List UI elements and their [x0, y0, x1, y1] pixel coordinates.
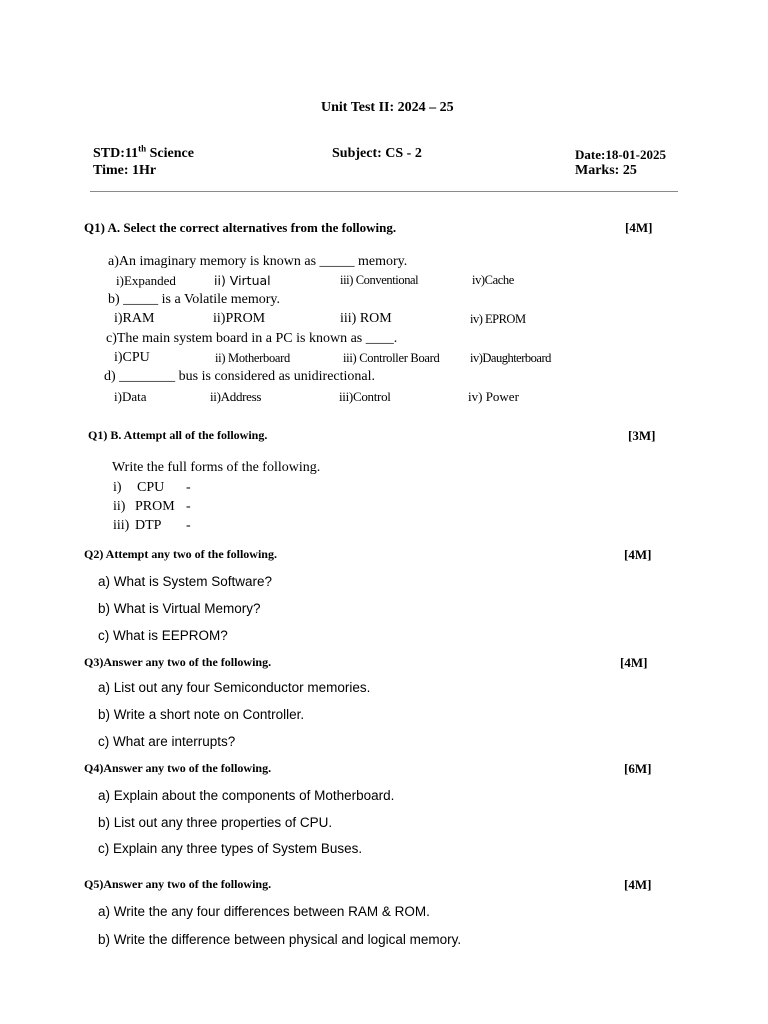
q2-item-b: b) What is Virtual Memory?	[98, 601, 261, 616]
q1b-item-1-term: CPU	[137, 480, 165, 495]
q1b-item-2-num: ii)	[113, 499, 126, 514]
q1a-a-option-4: iv)Cache	[472, 273, 514, 287]
q1a-a-option-2: ii) Virtual	[214, 273, 271, 288]
q1a-question-c: c)The main system board in a PC is known as ____.	[106, 331, 398, 346]
q5-item-a: a) Write the any four differences between RAM & ROM.	[98, 904, 430, 919]
q1b-heading: Q1) B. Attempt all of the following.	[88, 428, 268, 442]
std-prefix: STD:11	[93, 146, 139, 161]
q1a-d-option-3: iii)Control	[339, 389, 391, 404]
q1a-a-option-1: i)Expanded	[116, 273, 176, 288]
q4-item-c: c) Explain any three types of System Buses.	[98, 841, 363, 856]
date-label: Date:18-01-2025	[575, 147, 666, 162]
q1a-question-a: a)An imaginary memory is known as _____ memory.	[108, 254, 408, 269]
q1a-c-option-3: iii) Controller Board	[343, 351, 440, 365]
q1b-item-3-num: iii)	[113, 518, 130, 533]
q1a-d-option-2: ii)Address	[210, 389, 262, 404]
q4-item-b: b) List out any three properties of CPU.	[98, 815, 333, 830]
q1a-b-option-3: iii) ROM	[340, 311, 392, 326]
q2-item-a: a) What is System Software?	[98, 574, 273, 589]
q1a-b-option-1: i)RAM	[114, 311, 155, 326]
q1a-a-option-3: iii) Conventional	[340, 273, 419, 287]
q1b-intro: Write the full forms of the following.	[112, 460, 321, 475]
q1a-d-option-4: iv) Power	[468, 389, 519, 404]
std-label	[93, 143, 194, 162]
q1a-question-d: d) ________ bus is considered as unidirectional.	[104, 369, 376, 384]
q1b-item-1-dash: -	[186, 480, 191, 495]
marks-label: Marks: 25	[575, 163, 637, 178]
q3-item-c: c) What are interrupts?	[98, 734, 236, 749]
subject-label: Subject: CS - 2	[332, 146, 422, 161]
q1b-item-1-num: i)	[113, 480, 122, 495]
q2-marks: [4M]	[624, 547, 652, 562]
q5-heading: Q5)Answer any two of the following.	[84, 877, 272, 891]
q1a-b-option-2: ii)PROM	[213, 311, 266, 326]
std-suffix: Science	[146, 146, 194, 161]
q1b-item-3-term: DTP	[135, 518, 162, 533]
q4-heading: Q4)Answer any two of the following.	[84, 761, 272, 775]
q1b-marks: [3M]	[628, 428, 656, 443]
q1a-c-option-1: i)CPU	[114, 350, 150, 365]
q2-item-c: c) What is EEPROM?	[98, 628, 228, 643]
q2-heading: Q2) Attempt any two of the following.	[84, 547, 277, 561]
q3-marks: [4M]	[620, 655, 648, 670]
q1a-c-option-4: iv)Daughterboard	[470, 351, 551, 365]
q1a-b-option-4: iv) EPROM	[470, 312, 526, 326]
q3-item-a: a) List out any four Semiconductor memories.	[98, 680, 371, 695]
time-label: Time: 1Hr	[93, 163, 157, 178]
page-title: Unit Test II: 2024 – 25	[321, 100, 454, 115]
q1b-item-3-dash: -	[186, 518, 191, 533]
q1a-marks: [4M]	[625, 220, 653, 235]
q4-marks: [6M]	[624, 761, 652, 776]
q1a-question-b: b) _____ is a Volatile memory.	[108, 292, 280, 307]
q1b-item-2-dash: -	[186, 499, 191, 514]
q1a-d-option-1: i)Data	[114, 389, 147, 404]
header-divider	[90, 191, 678, 192]
std-sup: th	[138, 143, 147, 154]
q4-item-a: a) Explain about the components of Motherboard.	[98, 788, 395, 803]
q1a-c-option-2: ii) Motherboard	[215, 351, 290, 365]
q3-item-b: b) Write a short note on Controller.	[98, 707, 305, 722]
q3-heading: Q3)Answer any two of the following.	[84, 655, 272, 669]
q5-item-b: b) Write the difference between physical and logical memory.	[98, 932, 462, 947]
q1a-heading: Q1) A. Select the correct alternatives from the following.	[84, 220, 397, 235]
q5-marks: [4M]	[624, 877, 652, 892]
q1b-item-2-term: PROM	[135, 499, 175, 514]
